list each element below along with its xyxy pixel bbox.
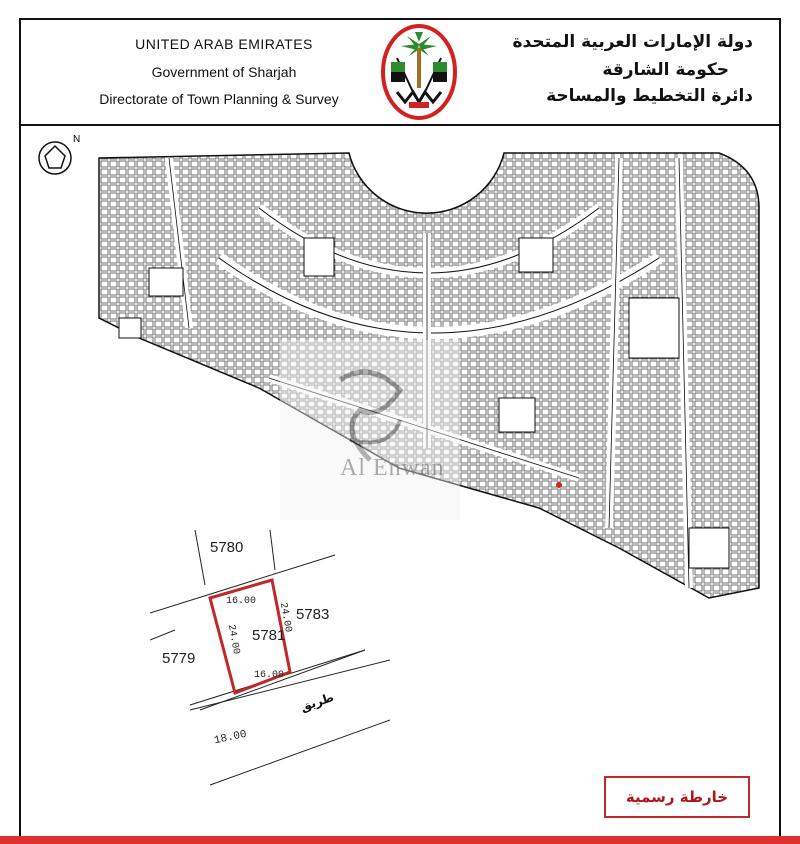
plot-5780-label: 5780 [210,539,244,556]
bottom-red-bar [0,836,800,844]
dimension-top: 16.00 [226,596,257,607]
plot-5781-label: 5781 [252,627,286,644]
north-arrow-icon [39,134,80,174]
dimension-right: 24.00 [276,601,294,634]
road-width: 18.00 [213,728,248,748]
road-label: طريق [298,690,336,714]
watermark-logo-icon [280,340,460,520]
dimension-left: 24.00 [224,623,242,656]
header [19,18,781,126]
header-government-en: Government of Sharjah [151,64,297,80]
header-directorate-en: Directorate of Town Planning & Survey [99,91,339,107]
dimension-bottom: 16.00 [254,670,285,681]
plot-5783-label: 5783 [296,606,330,623]
watermark-text: Al Enwan [340,455,445,481]
svg-text:N: N [73,134,81,145]
official-map-stamp: خارطة رسمية [604,776,750,818]
sharjah-emblem-icon [379,22,459,122]
header-country-ar: دولة الإمارات العربية المتحدة [512,32,753,52]
header-government-ar: حكومة الشارقة [602,60,729,80]
plot-5779-label: 5779 [162,650,196,667]
header-directorate-ar: دائرة التخطيط والمساحة [546,86,753,106]
header-country-en: UNITED ARAB EMIRATES [135,36,313,52]
